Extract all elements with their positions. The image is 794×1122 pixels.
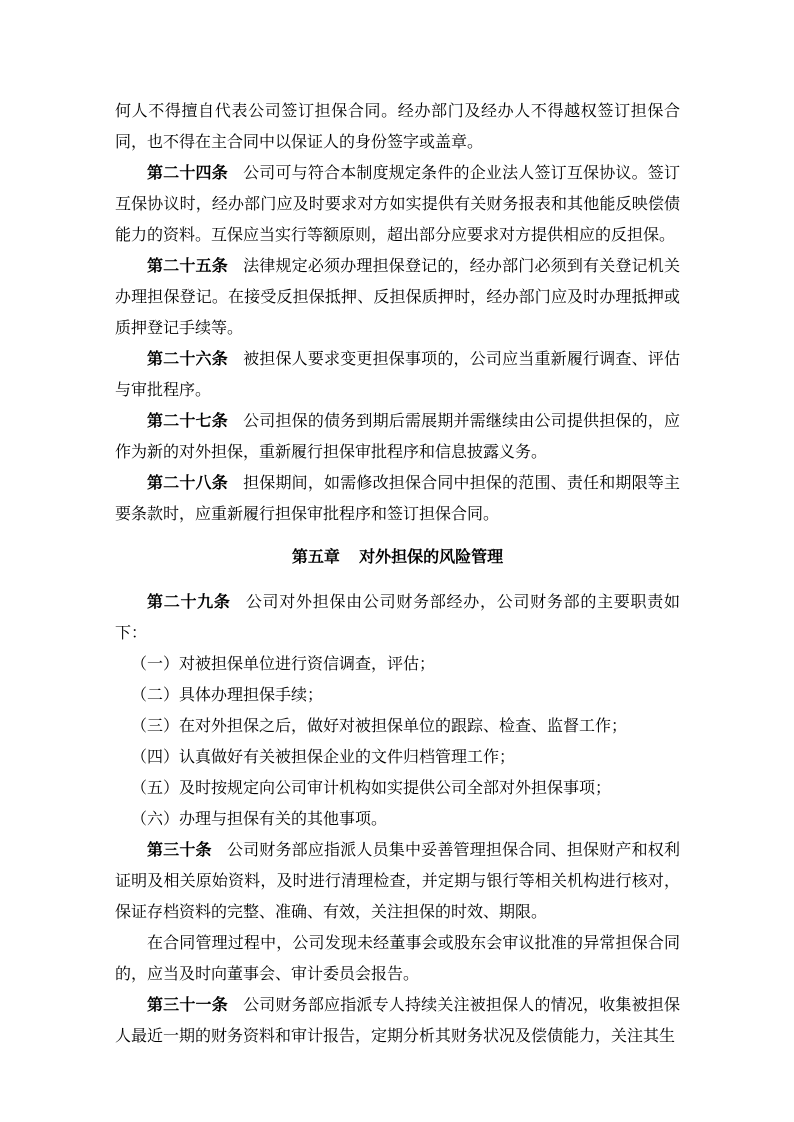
list-item-6: （六）办理与担保有关的其他事项。 xyxy=(131,811,388,828)
article-24-paragraph xyxy=(115,158,680,251)
article-31-text: 公司财务部应指派专人持续关注被担保人的情况，收集被担保人最近一期的财务资料和审计报告，定期分析其财务状况及偿债能力，关注其生 xyxy=(115,997,680,1045)
list-item-2: （二）具体办理担保手续； xyxy=(131,687,324,704)
article-28-number: 第二十八条 xyxy=(147,475,228,492)
article-27-text: 公司担保的债务到期后需展期并需继续由公司提供担保的，应作为新的对外担保，重新履行担保审批程序和信息披露义务。 xyxy=(115,413,680,461)
article-27-paragraph xyxy=(115,406,680,468)
article-29-paragraph xyxy=(115,587,680,649)
article-26-text: 被担保人要求变更担保事项的，公司应当重新履行调查、评估与审批程序。 xyxy=(115,351,680,399)
list-item-3: （三）在对外担保之后，做好对被担保单位的跟踪、检查、监督工作； xyxy=(131,718,628,735)
article-30-text: 公司财务部应指派人员集中妥善管理担保合同、担保财产和权利证明及相关原始资料，及时进行清理检查，并定期与银行等相关机构进行核对，保证存档资料的完整、准确、有效，关注担保的时效、期限。 xyxy=(115,842,680,921)
list-item-1: （一）对被担保单位进行资信调查，评估； xyxy=(131,656,436,673)
contract-management-paragraph: 在合同管理过程中，公司发现未经董事会或股东会审议批准的异常担保合同的，应当及时向董事会、审计委员会报告。 xyxy=(115,935,680,983)
article-24-number: 第二十四条 xyxy=(147,165,228,182)
chapter-5-title: 对外担保的风险管理 xyxy=(359,549,504,566)
article-27-number: 第二十七条 xyxy=(147,413,228,430)
article-26-number: 第二十六条 xyxy=(147,351,228,368)
article-25-paragraph xyxy=(115,251,680,344)
list-item-5: （五）及时按规定向公司审计机构如实提供公司全部对外担保事项； xyxy=(131,780,612,797)
list-item-4: （四）认真做好有关被担保企业的文件归档管理工作； xyxy=(131,749,516,766)
article-29-text: 公司对外担保由公司财务部经办，公司财务部的主要职责如下： xyxy=(115,594,680,642)
article-25-number: 第二十五条 xyxy=(147,258,228,275)
article-31-paragraph xyxy=(115,990,680,1052)
article-31-number: 第三十一条 xyxy=(147,997,228,1014)
article-25-text: 法律规定必须办理担保登记的，经办部门必须到有关登记机关办理担保登记。在接受反担保抵押、反担保质押时，经办部门应及时办理抵押或质押登记手续等。 xyxy=(115,258,680,337)
article-28-text: 担保期间，如需修改担保合同中担保的范围、责任和期限等主要条款时，应重新履行担保审批程序和签订担保合同。 xyxy=(115,475,680,523)
article-24-text: 公司可与符合本制度规定条件的企业法人签订互保协议。签订互保协议时，经办部门应及时要求对方如实提供有关财务报表和其他能反映偿债能力的资料。互保应当实行等额原则，超出部分应要求对方提供相应的反担保。 xyxy=(115,165,680,244)
article-28-paragraph xyxy=(115,468,680,530)
chapter-5-number: 第五章 xyxy=(291,549,340,566)
article-26-paragraph xyxy=(115,344,680,406)
continued-paragraph: 何人不得擅自代表公司签订担保合同。经办部门及经办人不得越权签订担保合同，也不得在主合同中以保证人的身份签字或盖章。 xyxy=(115,103,680,151)
article-30-paragraph xyxy=(115,835,680,928)
article-29-number: 第二十九条 xyxy=(147,594,231,611)
chapter-5-heading xyxy=(115,542,680,573)
article-30-number: 第三十条 xyxy=(147,842,212,859)
